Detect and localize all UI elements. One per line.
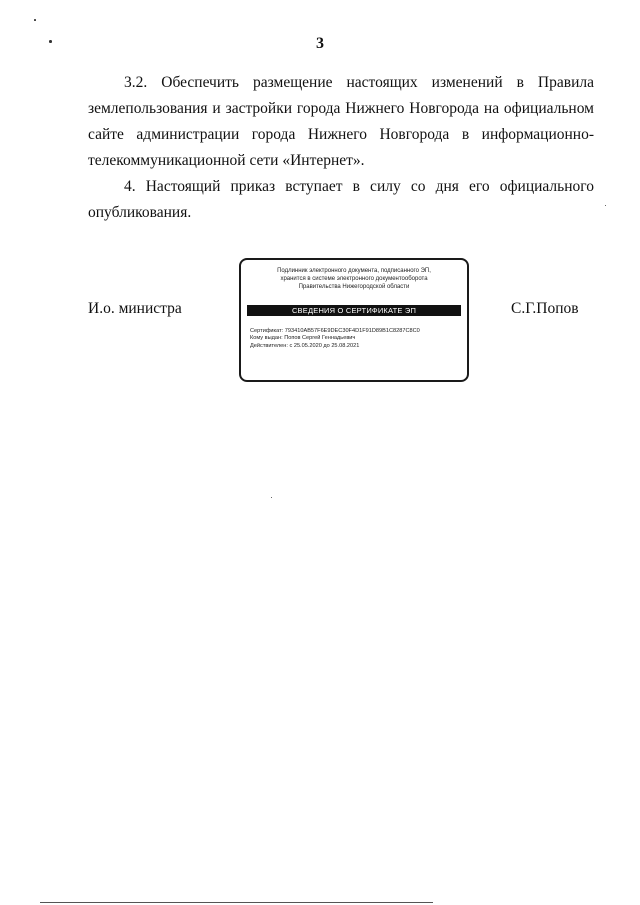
issued-to-row bbox=[250, 335, 461, 342]
scan-bottom-rule bbox=[40, 902, 433, 903]
validity-row bbox=[250, 343, 461, 350]
stamp-details bbox=[250, 328, 461, 350]
stamp-header-line: хранится в системе электронного документооборота bbox=[280, 276, 428, 282]
issued-to-value: Попов Сергей Геннадьевич bbox=[284, 335, 356, 342]
signature-name: С.Г.Попов bbox=[511, 300, 579, 317]
issued-to-label: Кому выдан: bbox=[250, 335, 283, 342]
signature-position: И.о. министра bbox=[88, 300, 182, 317]
certificate-label: Сертификат: bbox=[250, 328, 284, 334]
scan-speck bbox=[271, 497, 272, 498]
stamp-header-line: Правительства Нижегородской области bbox=[298, 284, 410, 290]
paragraph-4: 4. Настоящий приказ вступает в силу со дня его официального опубликования. bbox=[88, 178, 594, 221]
electronic-signature-stamp bbox=[239, 258, 469, 382]
certificate-value: 793410AB57F6E9DEC30F4D1F91D89B1C8287C8C0 bbox=[284, 328, 420, 334]
validity-label: Действителен: bbox=[250, 342, 288, 349]
page-number: 3 bbox=[316, 35, 324, 52]
stamp-title: СВЕДЕНИЯ О СЕРТИФИКАТЕ ЭП bbox=[247, 305, 461, 316]
scan-speck bbox=[49, 40, 52, 43]
paragraph-3-2: 3.2. Обеспечить размещение настоящих изменений в Правила землепользования и застройки города Нижнего Новгорода на официальном сайте администрации города Нижнего Новгорода в информационно-телекоммуникационной сети «Интернет». bbox=[88, 74, 594, 169]
scan-speck bbox=[605, 205, 606, 206]
scan-speck bbox=[34, 19, 36, 21]
document-body bbox=[88, 70, 594, 226]
stamp-header bbox=[247, 267, 461, 291]
stamp-header-line: Подлинник электронного документа, подписанного ЭП, bbox=[277, 268, 431, 274]
validity-value: с 25.05.2020 до 25.08.2021 bbox=[289, 342, 360, 349]
